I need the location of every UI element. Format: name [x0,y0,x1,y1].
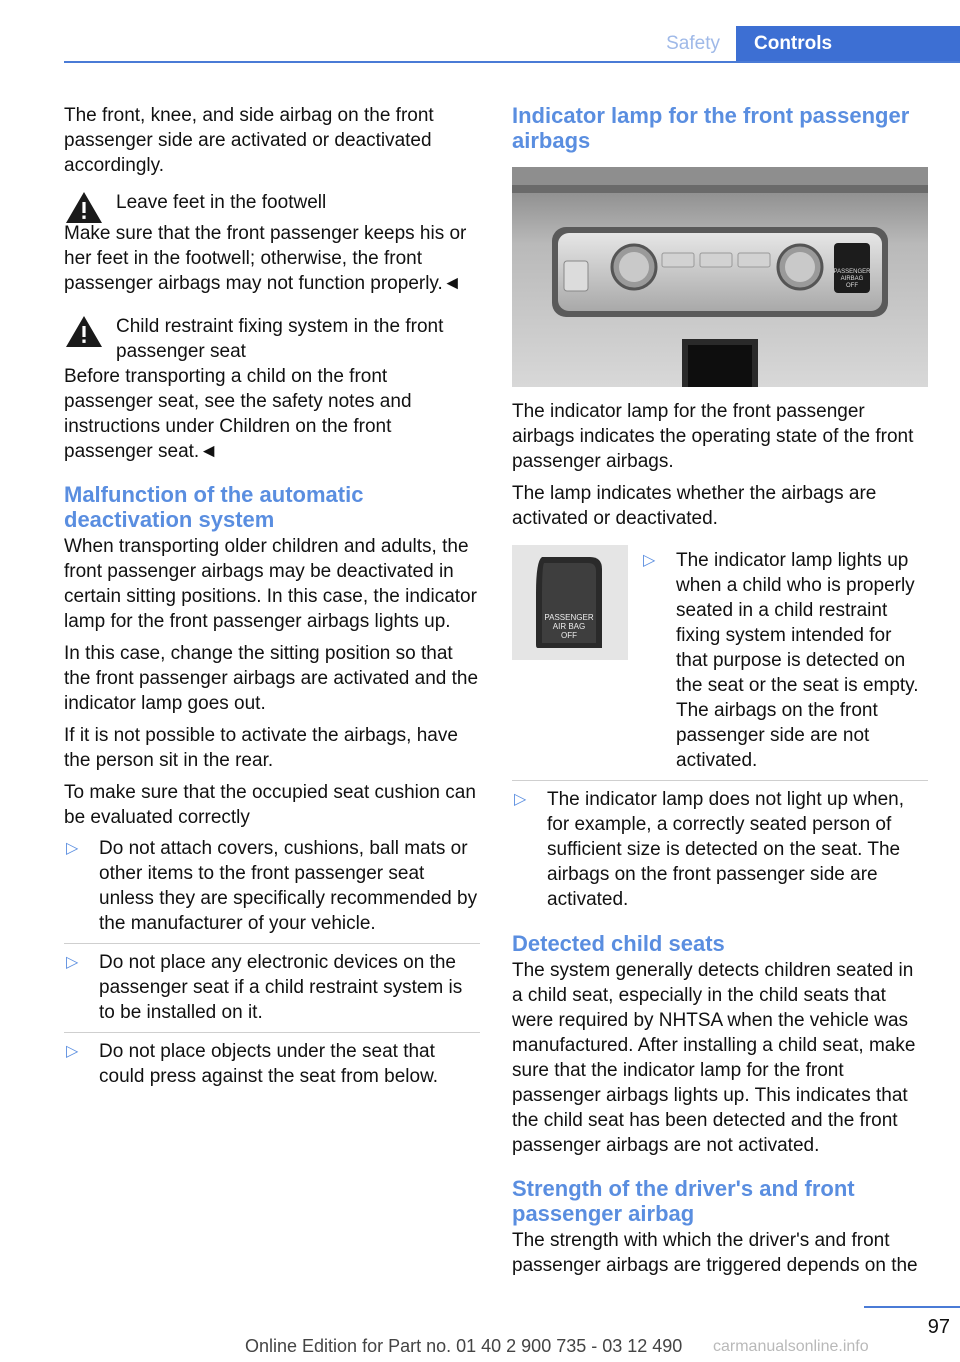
section-heading: Detected child seats [512,931,725,956]
footer-edition: Online Edition for Part no. 01 40 2 900 735 - 03 12 490 [245,1336,683,1356]
paragraph: The indicator lamp for the front passenger airbags indicates the operating state of the front passenger airbags. [512,401,914,472]
lamp-label-text: PASSENGER [544,613,594,622]
photo-panel-text: AIRBAG [840,276,864,282]
warning-triangle-icon [64,314,104,349]
warning-text: Before transporting a child on the front passenger seat, see the safety notes and instructions under Children on the front passenger seat.◄ [64,366,412,462]
list-item [64,1032,480,1096]
list-item-text: Do not place objects under the seat that could press against the seat from below. [99,1041,439,1087]
list-item [641,545,928,780]
footer-watermark: carmanualsonline.info [713,1338,869,1355]
warning-title: Child restraint fixing system in the front passenger seat [116,316,444,362]
section-heading: Malfunction of the automatic deactivation system [64,482,364,532]
page-number: 97 [927,1316,950,1338]
overhead-console-photo [512,167,928,387]
header-tab-controls: Controls [736,26,960,61]
bullet-list [641,545,928,780]
paragraph: To make sure that the occupied seat cushion can be evaluated correctly [64,782,476,828]
list-item [512,780,928,919]
left-column [64,103,480,1096]
list-item-text: The indicator lamp lights up when a child who is properly seated in a child restraint fixing system intended for that purpose is detected on the seat or the seat is empty. The airbags on the front passenger side are not activated. [676,550,919,771]
photo-panel-text: OFF [846,283,858,289]
warning-text: Make sure that the front passenger keeps his or her feet in the footwell; otherwise, the front passenger airbags may not function properly.◄ [64,223,467,294]
warning-title: Leave feet in the footwell [116,192,327,213]
bullet-triangle-icon: ▷ [66,840,79,857]
warning-block [64,314,480,464]
section-heading: Strength of the driver's and front passenger airbag [512,1176,855,1226]
paragraph: In this case, change the sitting position so that the front passenger airbags are activated and the indicator lamp goes out. [64,643,479,714]
photo-panel-text: PASSENGER [833,269,871,275]
list-item [64,943,480,1032]
list-item [64,830,480,943]
indicator-lamp-row [512,545,928,780]
paragraph: The lamp indicates whether the airbags are activated or deactivated. [512,483,877,529]
paragraph: If it is not possible to activate the airbags, have the person sit in the rear. [64,725,458,771]
passenger-airbag-off-lamp-icon [512,545,628,660]
bullet-list [512,780,928,919]
paragraph: When transporting older children and adults, the front passenger airbags may be deactivated in certain sitting positions. In this case, the indicator lamp for the front passenger airbags lights up. [64,536,477,632]
section-heading: Indicator lamp for the front passenger airbags [512,103,910,153]
paragraph: The strength with which the driver's and front passenger airbags are triggered depends on the [512,1230,918,1276]
warning-triangle-icon [64,190,104,225]
bullet-list [64,830,480,1096]
header-rule [64,61,960,63]
list-item-text: Do not attach covers, cushions, ball mats or other items to the front passenger seat unless they are specifically recommended by the manufacturer of your vehicle. [99,838,478,934]
bullet-triangle-icon: ▷ [514,791,527,808]
lamp-label-text: OFF [561,631,577,640]
footer-rule [864,1306,960,1308]
list-item-text: Do not place any electronic devices on the passenger seat if a child restraint system is to be installed on it. [99,952,463,1023]
lamp-label-text: AIR BAG [552,622,586,631]
bullet-triangle-icon: ▷ [66,1043,79,1060]
header-tab-safety: Safety [666,32,720,54]
bullet-triangle-icon: ▷ [66,954,79,971]
paragraph: The front, knee, and side airbag on the front passenger side are activated or deactivated accordingly. [64,105,434,176]
right-column [512,103,928,1285]
paragraph: The system generally detects children seated in a child seat, especially in the child seats that were required by NHTSA when the vehicle was manufactured. After installing a child seat, make sure that the indicator lamp for the front passenger airbags lights up. This indicates that the child seat has been detected and the front passenger airbags are not activated. [512,960,916,1156]
list-item-text: The indicator lamp does not light up when, for example, a correctly seated person of sufficient size is detected on the seat. The airbags on the front passenger side are activated. [547,789,904,910]
warning-block [64,190,480,296]
bullet-triangle-icon: ▷ [643,552,656,569]
